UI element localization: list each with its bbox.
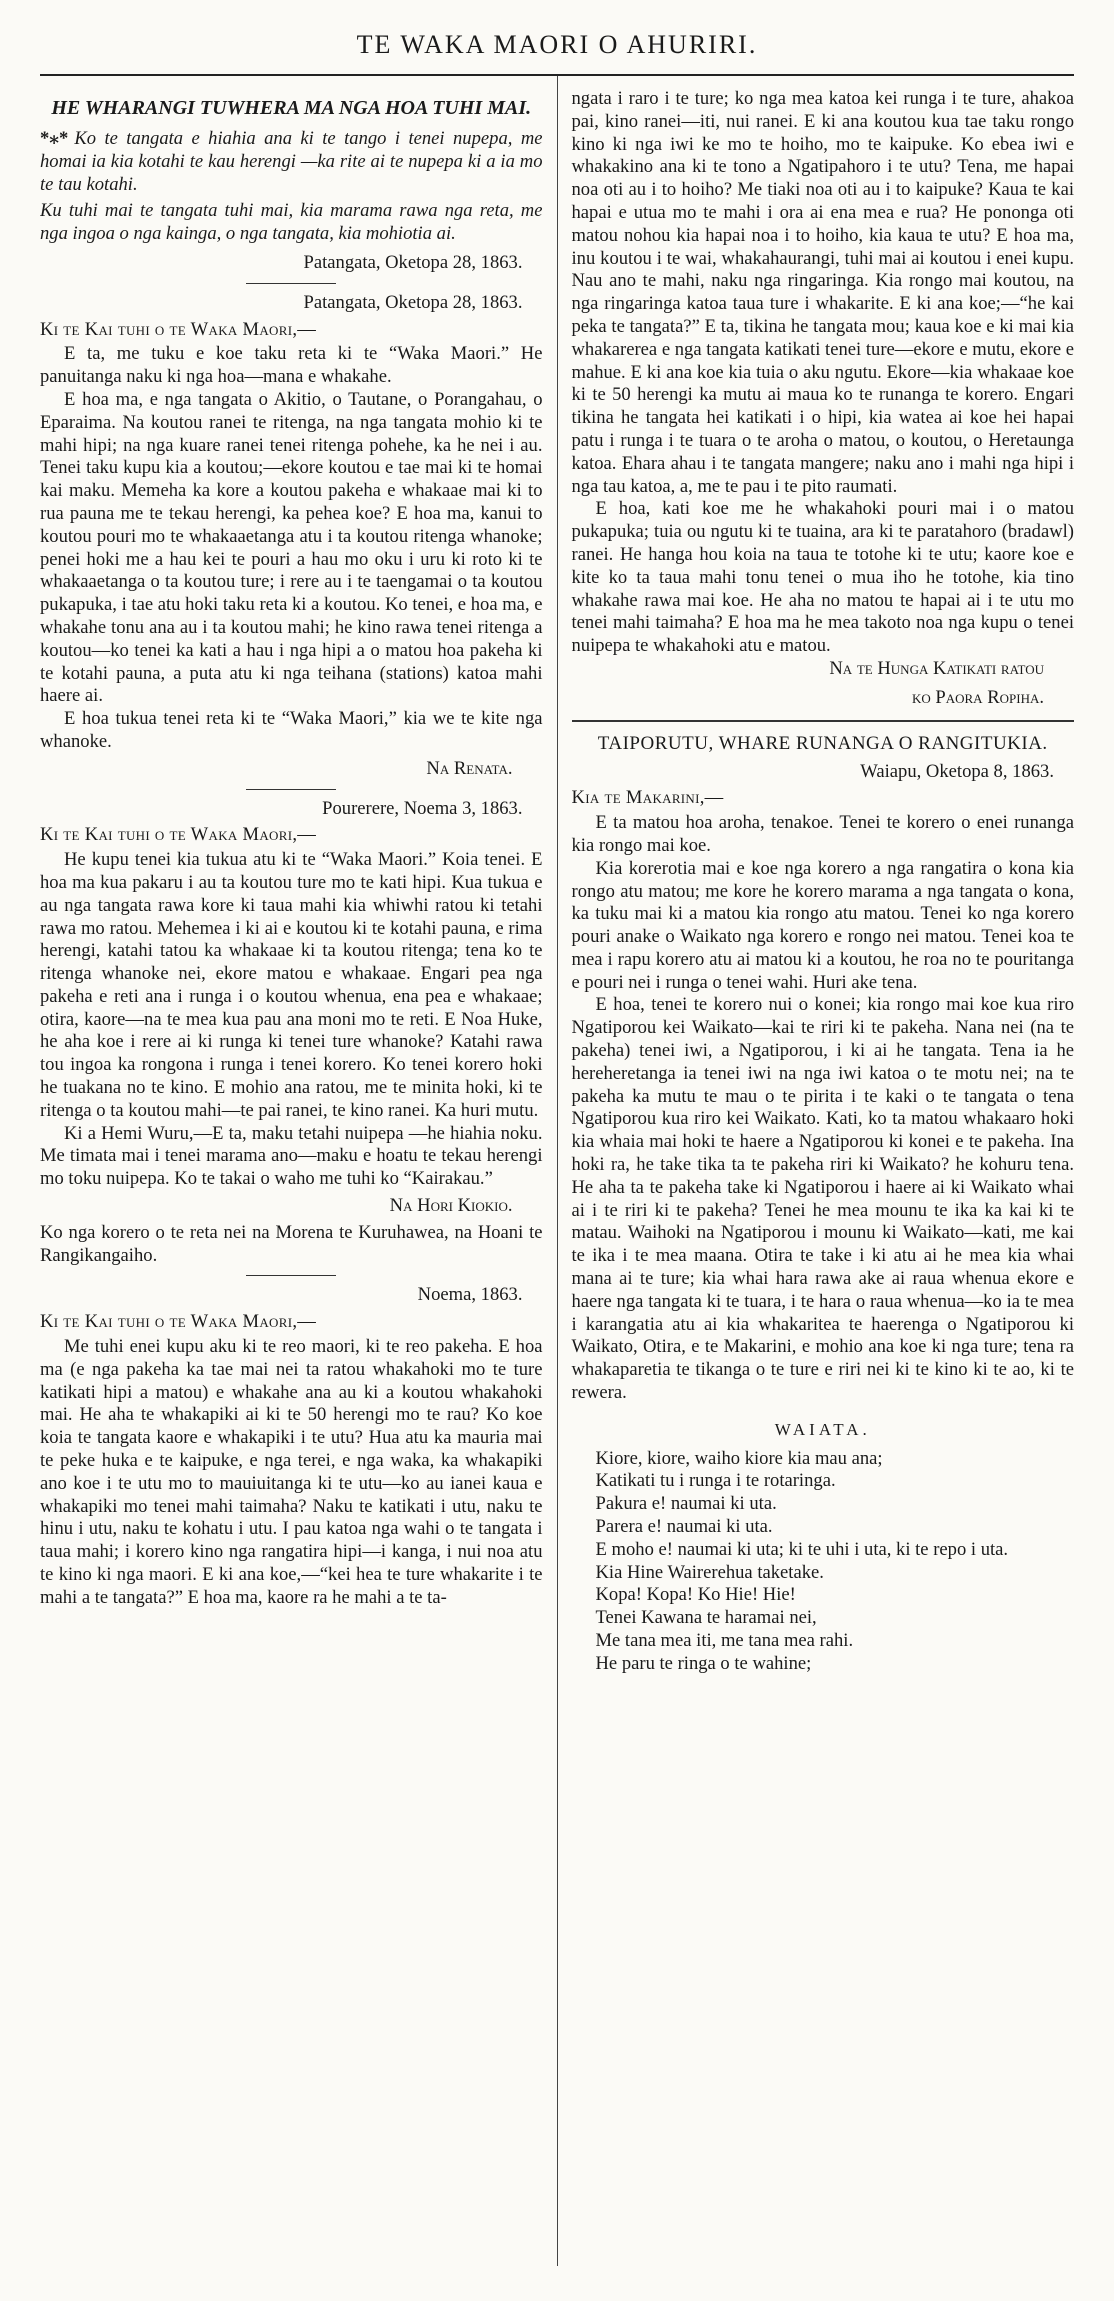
song <box>572 1419 1075 1676</box>
paragraph: E hoa ma, e nga tangata o Akitio, o Tautane, o Porangahau, o Eparaima. Na koutou ranei te ritenga, na nga tangata mohio ki te mahi hipi; na nga kuare ranei tenei ritenga pohehe, ka he nei i au. Tenei taku kupu kia a koutou;—ekore koutou e tae mai ki te homai kai maku. Memeha ka kore a koutou pakeha e whakaae mai ki to rua pauna me te tekau herengi, ka pehea koe? E hoa ma, kanui to koutou pouri mo te whakaaetanga atu i ta koutou ritenga whanoke; penei hoki me a hau kei te pouri a hau mo oku i uru ki roto ki te whakaaetanga o ta koutou ture; i rere au i te taengamai o ta koutou pukapuka, i tae atu hoki taku reta ki a koutou. Ko tenei, e hoa ma, e whakahe tonu ana au i ta koutou mahi; he kino rawa tenei ritenga a koutou—ko tenei ka kati a hau i nga hipi a o matou hoa pakeha ki te kotahi pauna, a puta atu ki nga teihana (stations) katoa mahi haere ai. <box>40 388 543 707</box>
dateline: Patangata, Oketopa 28, 1863. <box>303 251 523 273</box>
report-heading: TAIPORUTU, WHARE RUNANGA O RANGITUKIA. <box>597 732 1048 754</box>
signature: Na Renata. <box>426 757 513 779</box>
paragraph: Me tuhi enei kupu aku ki te reo maori, ki te reo pakeha. E hoa ma (e nga pakeha ka tae mai nei ta ratou whakahoki mo te ture katikati hipi a matou) e whakahe ana au ki a koutou whakahoki mai. He aha te whakapiki ai ki te 50 herengi mo te rau? Ko koe koia te tangata kaore e whakapiki i te utu? Hua atu ka mauria mai te peke huka e te kaipuke, e nga terei, e nga waka, ka whakapiki ano koe i te utu mo to mauiuitanga ki te utu—ko au ianei kaua e whakapiki mo tenei mahi taimaha? Naku te katikati i utu, naku te hinu i utu, naku te kohatu i utu. I pau katoa nga wahi o te tangata i taua mahi; i korero kino nga rangatira hipi—i kanga, i nui noa atu te kino ki nga maori. E ki ana koe,—“kei hea te ture whakarite i te mahi a te tangata?” E hoa ma, kaore ra he mahi a te ta- <box>40 1336 543 1608</box>
editor-note-text: Ko te tangata e hiahia ana ki te tango i tenei nupepa, me homai ia kia kotahi te kau herengi —ka rite ai te nupepa ki a ia mo te tau kotahi. <box>40 128 543 195</box>
song-line: Kiore, kiore, waiho kiore kia mau ana; <box>595 1447 883 1469</box>
paragraph: Ki a Hemi Wuru,—E ta, maku tetahi nuipepa —he hiahia noku. Me timata mai i tenei marama ano—maku e hoatu te tekau herengi mo toku nuipepa. Ko te takai o waho me tuhi ko “Kairakau.” <box>40 1122 543 1190</box>
signature: Na Hori Kiokio. <box>389 1195 513 1217</box>
masthead: TE WAKA MAORI O AHURIRI. <box>40 30 1074 76</box>
song-line: Kia Hine Wairerehua taketake. <box>595 1561 824 1583</box>
editor-note <box>40 128 543 196</box>
columns <box>40 76 1074 2266</box>
song-line: Parera e! naumai ki uta. <box>595 1516 773 1538</box>
divider <box>572 720 1075 722</box>
asterism: *⁎* <box>40 128 69 149</box>
divider <box>246 789 336 790</box>
salutation: Kia te Makarini,— <box>571 787 724 809</box>
song-line: He paru te ringa o te wahine; <box>595 1652 812 1674</box>
song-line: E moho e! naumai ki uta; ki te uhi i uta, ki te repo i uta. <box>595 1538 1009 1560</box>
divider <box>246 283 336 284</box>
left-column <box>40 76 558 2266</box>
letter-date: Patangata, Oketopa 28, 1863. <box>303 291 523 313</box>
paragraph: He kupu tenei kia tukua atu ki te “Waka Maori.” Koia tenei. E hoa ma kua pakaru i au ta koutou ture mo te kati hipi. Kua tukua e au nga tangata rawa kore ki taua mahi kia whiwhi ratou ki tetahi rawa mo ratou. Mehemea i ki ai e koutou ki te kotahi pauna, e rima herengi, katahi tatou ka whakaae ki ta koutou ritenga; tena ko te ritenga whanoke nei, ekore matou e whakaae. Engari pea nga pakeha e reti ana i runga i o koutou whenua, ena pea e whakaae; otira, kaore—na te mea kua pau ana moni mo te reti. E Noa Huke, he aha koe i rere ai ki runga ki tenei ture whanoke? Katahi rawa tou ingoa ka rongona i runga i tenei korero. Ko tenei korero hoki he tuakana no te kino. E mohio ana ratou, me te minita hoki, ki te ritenga o ta koutou mahi—te pai ranei, te kino ranei. Ka huri mutu. <box>40 849 543 1121</box>
letter-date: Noema, 1863. <box>417 1284 523 1306</box>
paragraph: E hoa, tenei te korero nui o konei; kia rongo mai koe kua riro Ngatiporou kei Waikato—kai te riri ki te pakeha. Nana nei (na te pakeha) tenei iwi, a Ngatiporou, i ki ai he tangata. Tena ia he hereheretanga ia tenei iwi na nga iwi katoa o te motu nei; na te pakeha ka mutu te mau o te pirita i te kaki o te tangata o tena Ngatiporou kua riro kei Waikato. Kati, ko ta matou whakaaro hoki kia whaia mai hoki te haere a Ngatiporou ki konei e te pakeha. Ina hoki ra, he take tika ta te pakeha riri ki Waikato? he kohuru tena. He aha ta te pakeha take ki Ngatiporou i haere ai ki Waikato whai ai i te riri ki te pakeha? Tenei he mea mounu te ika ka kai ki te matau. Waihoki na Ngatiporou i mounu ki Waikato—kati, me kai te ika i te mea maana. Otira te take i ki atu ai he mea kia whai mana ai te ture; kia whai hara rawa ake ai raua whenua ekore e haere nga tangata ki te tuara, i te hara o raua whenua—ko ia te mea i karangatia atu ai kia whakaritea te haerenga o Ngatiporou ki Waikato, Otira, e te Makarini, e mohio ana koe ki nga ture; tena ra whakaparetia te tikanga o te ture e riri nei ki te kino ki te ao, ki te rewera. <box>571 994 1074 1404</box>
salutation: Ki te Kai tuhi o te Waka Maori,— <box>40 1311 317 1333</box>
song-title: WAIATA. <box>774 1419 871 1439</box>
salutation: Ki te Kai tuhi o te Waka Maori,— <box>40 318 317 340</box>
paragraph: ngata i raro i te ture; ko nga mea katoa kei runga i te ture, ahakoa pai, kino ranei—iti, nui ranei. E ki ana koutou kua tae taku rongo kino ki nga iwi ke mo te hoiho, mo te kaipuke. Ko ebea iwi e whakakino ana ki te tono a Ngatipahoro i te utu? Tena, me hapai noa oti au i to hoiho? Me tiaki noa oti au i to kaipuke? Kaua te kai hapai e utua mo te mahi i ora ai ena mea e rua? He pononga oti matou nohou kia hapai noa i to hoiho, kia kaua te utu? E hoa ma, inu koutou i te wai, whakahaurangi, tuhi mai ai koutou i enei kupu. Nau ano te mahi, naku nga ringaringa. Kia rongo mai koutou, na nga ringaringa katoa taua ture i whakarite. E ki ana koe;—“he kai peka te tangata?” E ta, tikina he tangata mou; kaua koe e ki mai kia whakarerea e nga tangata katikati tenei ture—ekore e mutu, ekore e mahue. E ki ana koe kia tuia o aku ngutu. Ekore—kia whakaae koe ki te 50 herengi ka mutu ai maua ko te runanga te korero. Engari tikina he tangata hei katikati i o hipi, kia watea ai koe hei hapai patu i runga i te tuara o te aroha o matou, o koutou, o Heretaunga katoa. Ehara ahau i te tangata mangere; naku ano i mahi nga hipi i nga tau katoa, a, me te pau i te pito raumati. <box>571 88 1074 497</box>
letter <box>40 1284 543 1609</box>
paragraph: E ta, me tuku e koe taku reta ki te “Waka Maori.” He panuitanga naku ki nga hoa—mana e whakahe. <box>40 343 543 388</box>
right-column <box>558 76 1075 2266</box>
letter <box>40 798 543 1268</box>
paragraph: E hoa, kati koe me he whakahoki pouri mai i o matou pukapuka; tuia ou ngutu ki te tuaina, ara ki te paratahoro (bradawl) ranei. He hanga hou koia na taua te totohe ki te utu; kaore koe e kite ko ta taua mahi tonu tenei o mua iho he totohe, kia tino whakahe rawa mai koe. He aha no matou te hapai ai i te utu mo tenei mahi taimaha? E hoa ma he mea takoto noa nga kupu o tenei nuipepa te whakahoki atu e matou. <box>571 498 1074 657</box>
signature: Na te Hunga Katikati ratou <box>829 657 1044 679</box>
divider <box>246 1275 336 1276</box>
paragraph: E ta matou hoa aroha, tenakoe. Tenei te korero o enei runanga kia rongo mai koe. <box>571 812 1074 856</box>
song-line: Me tana mea iti, me tana mea rahi. <box>595 1630 854 1651</box>
paragraph: Kia korerotia mai e koe nga korero a nga rangatira o kona kia rongo atu matou; me kore he korero marama a nga tangata o kona, ka tuku mai ki a matou kia rongo atu matou. Tenei ko nga korero pouri anake o Waikato nga korero e rongo nei matou. Tenei koa te mea i rapu korero atu ai matou ki a koutou, he roa no te pouritanga e pouri nei i runga o tenei wahi. Huri ake tena. <box>571 857 1074 993</box>
letter-date: Pourerere, Noema 3, 1863. <box>322 797 523 819</box>
paragraph: E hoa tukua tenei reta ki te “Waka Maori,” kia we te kite nga whanoke. <box>40 708 543 752</box>
editor-note-2: Ku tuhi mai te tangata tuhi mai, kia marama rawa nga reta, me nga ingoa o nga kainga, o nga tangata, kia mohiotia ai. <box>40 200 543 245</box>
report <box>572 732 1075 1405</box>
song-line: Tenei Kawana te haramai nei, <box>595 1607 817 1629</box>
song-line: Kopa! Kopa! Ko Hie! Hie! <box>595 1584 796 1606</box>
signature: ko Paora Ropiha. <box>911 686 1044 708</box>
report-date: Waiapu, Oketopa 8, 1863. <box>860 760 1054 782</box>
note: Ko nga korero o te reta nei na Morena te Kuruhawea, na Hoani te Rangikangaiho. <box>40 1221 543 1266</box>
song-line: Pakura e! naumai ki uta. <box>595 1493 777 1515</box>
section-title: HE WHARANGI TUWHERA MA NGA HOA TUHI MAI. <box>51 97 532 119</box>
letter <box>40 292 543 781</box>
salutation: Ki te Kai tuhi o te Waka Maori,— <box>40 824 317 846</box>
song-line: Katikati tu i runga i te rotaringa. <box>595 1470 836 1492</box>
